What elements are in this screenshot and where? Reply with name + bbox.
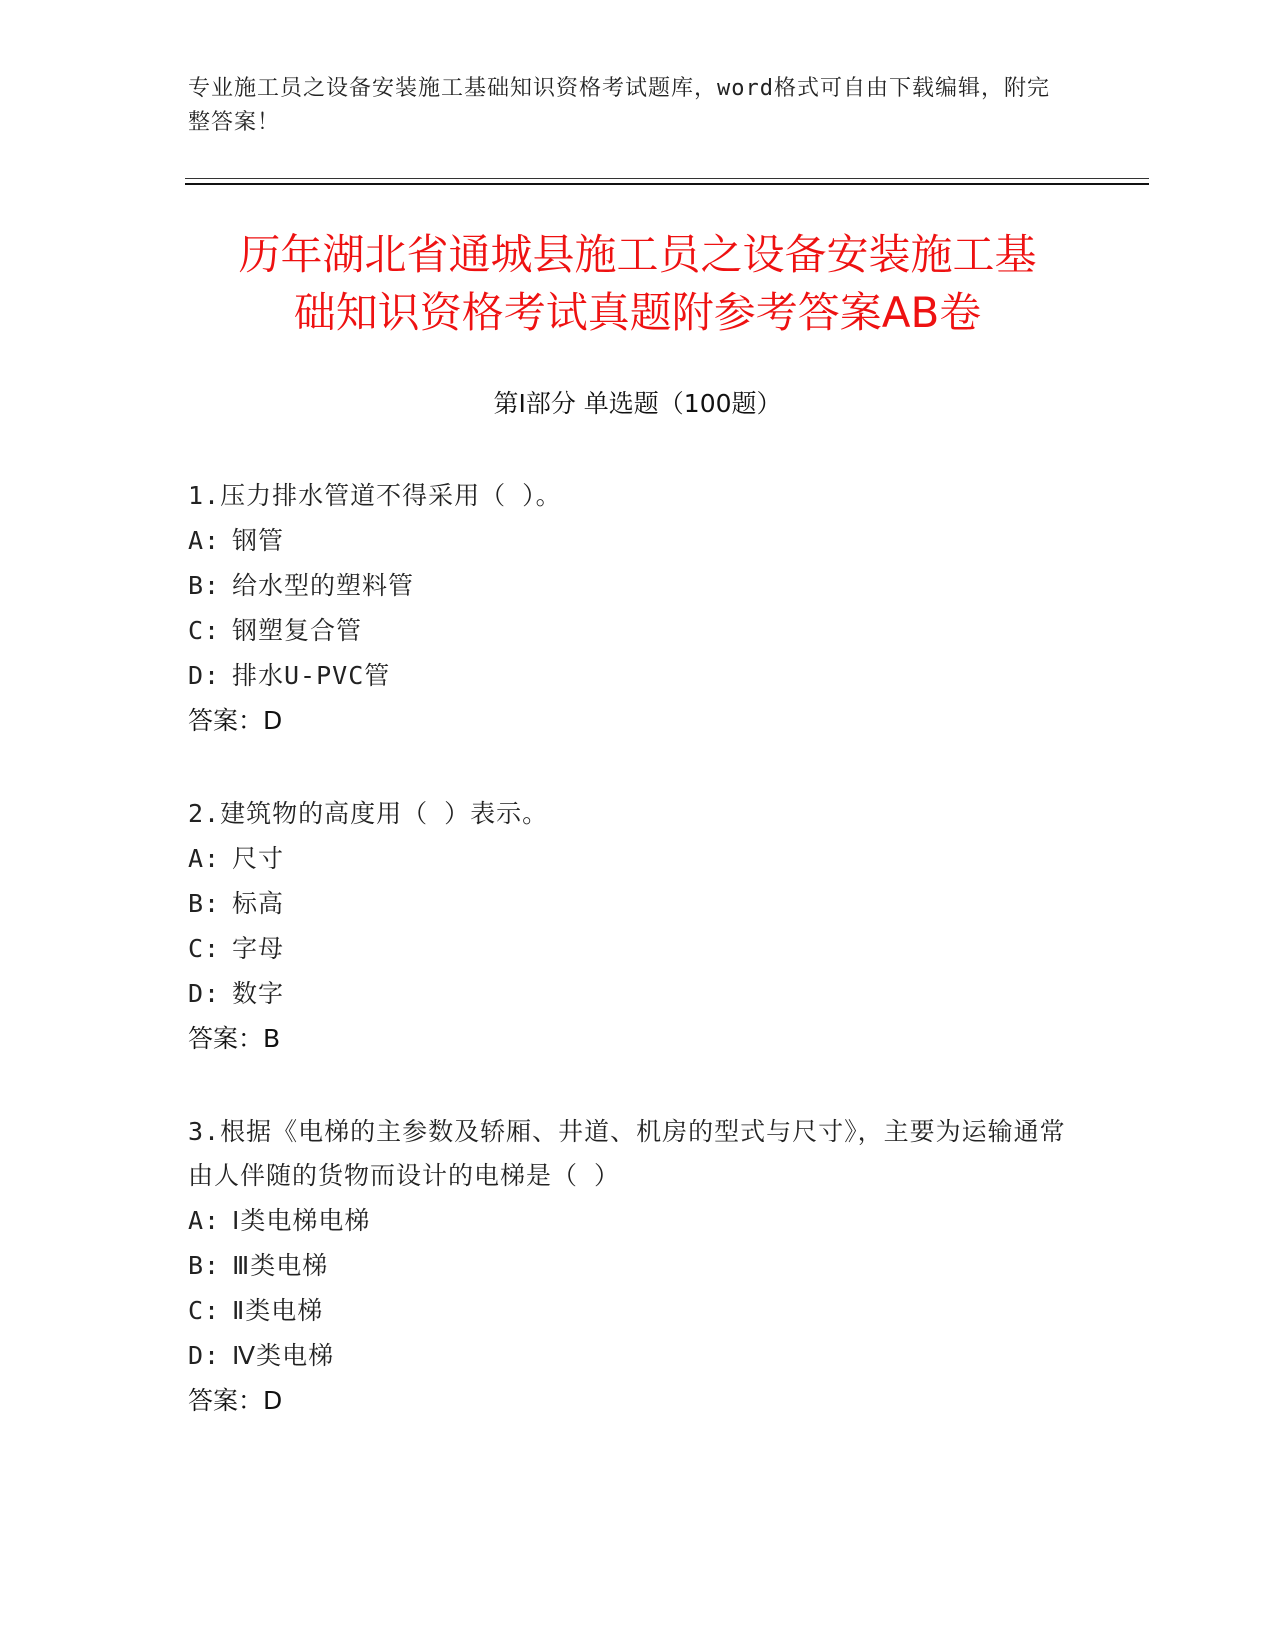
option-c — [188, 1288, 1068, 1333]
option-text: 字母 — [232, 934, 285, 963]
question-1 — [188, 474, 1068, 743]
header-divider-thick — [185, 183, 1149, 185]
option-text: 钢管 — [232, 526, 285, 555]
option-d — [188, 971, 1068, 1016]
option-letter: A: — [188, 844, 221, 873]
document-title — [190, 226, 1085, 342]
option-letter: D: — [188, 1341, 221, 1370]
option-letter: B: — [188, 1251, 221, 1280]
option-letter: C: — [188, 934, 221, 963]
section-heading: 第Ⅰ部分 单选题（100题） — [493, 389, 782, 418]
question-stem: 3.根据《电梯的主参数及轿厢、井道、机房的型式与尺寸》，主要为运输通常由人伴随的货物而设计的电梯是（ ） — [188, 1117, 1066, 1190]
option-d — [188, 1333, 1068, 1378]
option-d — [188, 653, 1068, 698]
question-stem: 2.建筑物的高度用（ ）表示。 — [188, 799, 549, 828]
option-c — [188, 926, 1068, 971]
header-note: 专业施工员之设备安装施工基础知识资格考试题库，word格式可自由下载编辑，附完整答案！ — [188, 76, 1050, 135]
question-3 — [188, 1110, 1068, 1423]
option-text: Ⅲ类电梯 — [232, 1251, 329, 1280]
option-text: 数字 — [232, 979, 285, 1008]
document-title-line-2: 础知识资格考试真题附参考答案AB卷 — [293, 288, 982, 337]
option-letter: C: — [188, 1296, 221, 1325]
document-title-line-1: 历年湖北省通城县施工员之设备安装施工基 — [238, 230, 1037, 279]
option-text: Ⅰ类电梯电梯 — [232, 1206, 371, 1235]
option-letter: D: — [188, 661, 221, 690]
option-text: 标高 — [232, 889, 285, 918]
option-c — [188, 608, 1068, 653]
option-a — [188, 1198, 1068, 1243]
option-letter: A: — [188, 526, 221, 555]
question-2 — [188, 792, 1068, 1061]
answer-line: 答案：B — [188, 1024, 281, 1053]
option-letter: C: — [188, 616, 221, 645]
option-b — [188, 563, 1068, 608]
option-letter: D: — [188, 979, 221, 1008]
option-b — [188, 1243, 1068, 1288]
option-text: 排水U-PVC管 — [232, 661, 391, 690]
answer-line: 答案：D — [188, 706, 283, 735]
option-text: Ⅳ类电梯 — [232, 1341, 335, 1370]
option-letter: A: — [188, 1206, 221, 1235]
option-a — [188, 518, 1068, 563]
answer-line: 答案：D — [188, 1386, 283, 1415]
option-a — [188, 836, 1068, 881]
option-text: Ⅱ类电梯 — [232, 1296, 324, 1325]
option-b — [188, 881, 1068, 926]
option-text: 尺寸 — [232, 844, 285, 873]
option-letter: B: — [188, 889, 221, 918]
option-text: 钢塑复合管 — [232, 616, 363, 645]
option-letter: B: — [188, 571, 221, 600]
question-stem: 1.压力排水管道不得采用（ ）。 — [188, 481, 562, 510]
header-divider-thin — [185, 178, 1149, 179]
option-text: 给水型的塑料管 — [232, 571, 415, 600]
